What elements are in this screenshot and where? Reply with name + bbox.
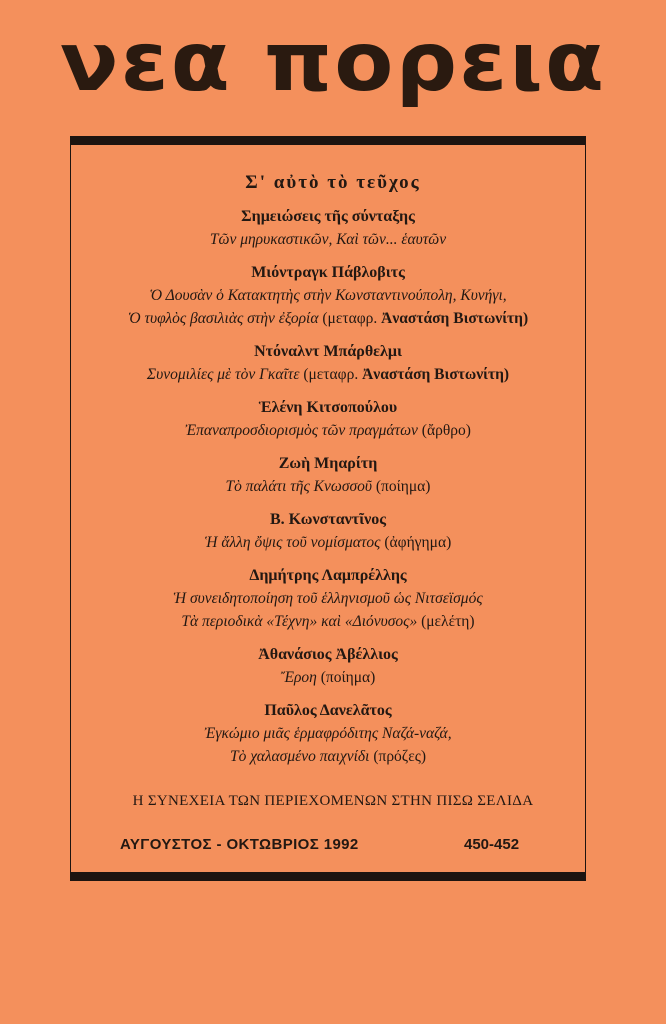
work-title: Τῶν μηρυκαστικῶν, Καὶ τῶν... ἑαυτῶν <box>209 231 447 248</box>
work-genre: (ἄρθρο) <box>421 422 471 439</box>
contents-entry <box>70 644 586 689</box>
entry-author: Ἑλένη Κιτσοπούλου <box>258 399 398 416</box>
work-genre: (πρόζες) <box>373 748 427 765</box>
contents-list <box>70 206 586 779</box>
entry-work <box>70 610 586 633</box>
work-genre: (μεταφρ. <box>303 366 359 383</box>
contents-entry <box>70 565 586 633</box>
work-title: Ἡ συνειδητοποίηση τοῦ ἑλληνισμοῦ ὡς Νιτσεϊσμός <box>173 590 483 607</box>
work-title: Τὸ χαλασμένο παιχνίδι <box>229 748 370 765</box>
continued-note: Η ΣΥΝΕΧΕΙΑ ΤΩΝ ΠΕΡΙΕΧΟΜΕΝΩΝ ΣΤΗΝ ΠΙΣΩ ΣΕΛΙΔΑ <box>132 793 534 809</box>
entry-author: Δημήτρης Λαμπρέλλης <box>249 567 407 584</box>
entry-work <box>70 745 586 768</box>
entry-work <box>70 363 586 386</box>
entry-author: Μιόντραγκ Πάβλοβιτς <box>251 264 405 281</box>
work-title: Ἐπαναπροσδιορισμὸς τῶν πραγμάτων <box>185 422 418 439</box>
work-genre: (ποίημα) <box>375 478 431 495</box>
entry-author: Ἀθανάσιος Ἀβέλλιος <box>258 646 398 663</box>
contents-entry <box>70 700 586 768</box>
entry-work <box>70 284 586 307</box>
work-genre: (ἀφήγημα) <box>384 534 452 551</box>
work-title: Ὁ Δουσὰν ὁ Κατακτητὴς στὴν Κωνσταντινούπολη, Κυνήγι, <box>149 287 507 304</box>
work-genre: (μεταφρ. <box>322 310 378 327</box>
entry-author: Ζωὴ Μηαρίτη <box>278 455 378 472</box>
work-genre: (μελέτη) <box>421 613 475 630</box>
contents-entry <box>70 453 586 498</box>
entry-work <box>70 228 586 251</box>
work-title: Ἐγκώμιο μιᾶς ἑρμαφρόδιτης Ναζά-ναζά, <box>204 725 452 742</box>
contents-entry <box>70 341 586 386</box>
entry-work <box>70 419 586 442</box>
work-title: Ἡ ἄλλη ὄψις τοῦ νομίσματος <box>204 534 381 551</box>
work-title: Ἔροη <box>280 669 317 686</box>
contents-entry <box>70 262 586 330</box>
work-title: Ὁ τυφλὸς βασιλιὰς στὴν ἐξορία <box>127 310 319 327</box>
work-title: Τὸ παλάτι τῆς Κνωσσοῦ <box>225 478 372 495</box>
contents-entry <box>70 397 586 442</box>
top-rule <box>70 136 586 145</box>
entry-work <box>70 475 586 498</box>
entry-author: Παῦλος Δανελᾶτος <box>264 702 392 719</box>
issue-number: 450-452 <box>464 836 520 853</box>
issue-date: ΑΥΓΟΥΣΤΟΣ - ΟΚΤΩΒΡΙΟΣ 1992 <box>120 836 359 853</box>
work-title: Τὰ περιοδικὰ «Τέχνη» καὶ «Διόνυσος» <box>181 613 418 630</box>
entry-author: Σημειώσεις τῆς σύνταξης <box>241 208 415 225</box>
entry-work <box>70 307 586 330</box>
magazine-title: νεα πορεια <box>59 15 607 110</box>
work-genre: (ποίημα) <box>320 669 376 686</box>
work-translator: Ἀναστάση Βιστωνίτη) <box>362 366 510 383</box>
bottom-rule <box>70 872 586 881</box>
entry-author: Ντόναλντ Μπάρθελμι <box>254 343 402 360</box>
entry-work <box>70 587 586 610</box>
work-title: Συνομιλίες μὲ τὸν Γκαῖτε <box>146 366 300 383</box>
entry-work <box>70 531 586 554</box>
contents-entry <box>70 509 586 554</box>
entry-work <box>70 722 586 745</box>
contents-heading: Σ' αὐτὸ τὸ τεῦχος <box>245 172 421 193</box>
entry-author: Β. Κωνσταντῖνος <box>269 511 387 528</box>
work-translator: Ἀναστάση Βιστωνίτη) <box>381 310 529 327</box>
entry-work <box>70 666 586 689</box>
contents-entry <box>70 206 586 251</box>
